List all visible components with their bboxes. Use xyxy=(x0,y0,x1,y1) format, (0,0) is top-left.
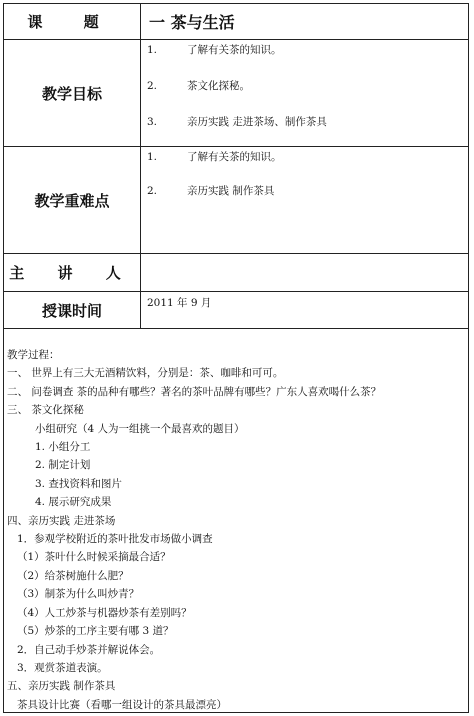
time-value: 2011 年 9 月 xyxy=(141,292,469,329)
process-line: 3. 查找资料和图片 xyxy=(35,477,122,490)
key-points-row xyxy=(4,147,469,254)
process-line: （3）制茶为什么叫炒青？ xyxy=(17,588,140,601)
time-row xyxy=(4,292,469,329)
process-line: （4）人工炒茶与机器炒茶有差别吗？ xyxy=(17,606,192,619)
goals-label: 教学目标 xyxy=(4,40,141,147)
key-point-item: 1. 了解有关茶的知识。 xyxy=(147,151,282,163)
process-line: 1. 小组分工 xyxy=(35,441,91,454)
process-line: 小组研究（4 人为一组挑一个最喜欢的题目） xyxy=(35,422,245,435)
process-line: 2. 制定计划 xyxy=(35,459,91,472)
process-heading: 教学过程： xyxy=(7,349,60,361)
lecturer-label: 主 讲 人 xyxy=(4,254,141,292)
topic-value: 一 茶与生活 xyxy=(141,4,469,40)
process-line: 4. 展示研究成果 xyxy=(35,496,112,509)
process-line: 2．自己动手炒茶并解说体会。 xyxy=(17,643,161,656)
process-line: （1）茶叶什么时候采摘最合适？ xyxy=(17,551,171,564)
process-line: （2）给茶树施什么肥？ xyxy=(17,569,129,582)
key-points-cell xyxy=(141,147,469,254)
lesson-plan-table xyxy=(3,3,469,329)
process-line: （5）炒茶的工序主要有哪 3 道？ xyxy=(17,625,174,638)
topic-label: 课 题 xyxy=(4,4,141,40)
goals-list xyxy=(141,40,468,129)
process-line: 二、 问卷调查 茶的品种有哪些？著名的茶叶品牌有哪些？广东人喜欢喝什么茶？ xyxy=(7,385,382,398)
process-line: 五、亲历实践 制作茶具 xyxy=(7,680,116,693)
goal-item: 3. 亲历实践 走进茶场、制作茶具 xyxy=(147,116,327,128)
key-points-label: 教学重难点 xyxy=(4,147,141,254)
key-points-list xyxy=(141,147,468,198)
lecturer-row xyxy=(4,254,469,292)
process-line: 三、 茶文化探秘 xyxy=(7,404,84,417)
teaching-process xyxy=(7,346,469,714)
time-label: 授课时间 xyxy=(4,292,141,329)
key-point-item: 2. 亲历实践 制作茶具 xyxy=(147,185,275,197)
goal-item: 2. 茶文化探秘。 xyxy=(147,80,250,92)
topic-row xyxy=(4,4,469,40)
lecturer-value xyxy=(141,254,469,292)
process-line: 茶具设计比赛（看哪一组设计的茶具最漂亮） xyxy=(17,698,227,711)
process-line: 3．观赏茶道表演。 xyxy=(17,661,108,674)
goals-row xyxy=(4,40,469,147)
process-line: 1．参观学校附近的茶叶批发市场做小调查 xyxy=(17,533,213,546)
goals-cell xyxy=(141,40,469,147)
process-line: 四、亲历实践 走进茶场 xyxy=(7,514,116,527)
goal-item: 1. 了解有关茶的知识。 xyxy=(147,44,282,56)
process-line: 一、 世界上有三大无酒精饮料，分别是：茶、咖啡和可可。 xyxy=(7,367,284,380)
